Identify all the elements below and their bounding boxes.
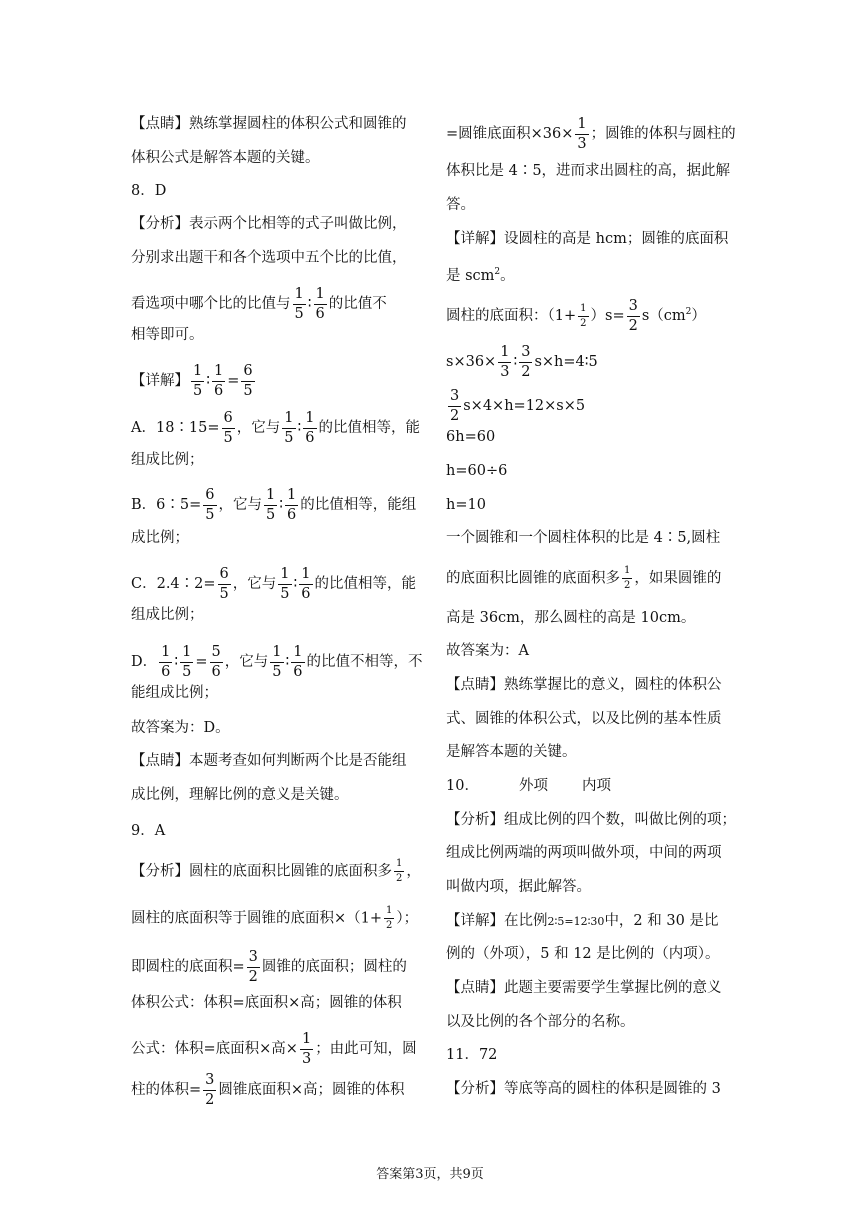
- text-line: C．2.4∶2= $\frac{6}{5}$ ，它与 $\frac{1}{5}$ ∶ $\frac{1}{6}$ 的比值相等，能: [131, 566, 417, 602]
- text-span: D．: [131, 654, 158, 670]
- text-line: 看选项中哪个比的比值与 $\frac{1}{5}$ ∶ $\frac{1}{6}$ 的比值不: [131, 286, 387, 322]
- numerator: 1: [303, 411, 316, 429]
- text-line: [131, 859, 421, 884]
- numerator: 1: [384, 906, 394, 919]
- numerator: 1: [278, 567, 291, 585]
- text-span: s（cm: [641, 308, 686, 324]
- text-line: 【点睛】熟练掌握圆柱的体积公式和圆锥的: [131, 116, 407, 132]
- text-span: ）；: [396, 910, 419, 927]
- text-span: 【详解】: [131, 373, 189, 389]
- text-line: 体积公式是解答本题的关键。: [131, 150, 320, 166]
- numerator: 1: [622, 566, 632, 579]
- text-line: [446, 345, 598, 379]
- text-span: ，: [406, 863, 421, 880]
- text-line: [131, 906, 418, 931]
- text-line: [131, 1032, 417, 1066]
- numerator: 1: [282, 411, 295, 429]
- text-line: 成比例；: [131, 530, 189, 546]
- text-line: 故答案为：A: [446, 643, 529, 659]
- text-span: 【详解】在比例: [446, 913, 548, 929]
- text-span: 中，2 和 30 是比: [604, 913, 719, 929]
- denominator: 3: [301, 1050, 312, 1067]
- text-span: 圆柱的底面积：（1+: [446, 308, 577, 324]
- text-span: 是 scm: [446, 267, 495, 284]
- question-number: 9．A: [131, 823, 166, 839]
- denominator: 2: [521, 363, 531, 380]
- text-line: 答。: [446, 197, 475, 213]
- denominator: 6: [287, 506, 297, 523]
- text-span: 圆锥的底面积；圆柱的: [261, 959, 407, 975]
- text-line: 高是 36cm，那么圆柱的高是 10cm。: [446, 610, 696, 626]
- text-line: [131, 1073, 405, 1107]
- numerator: 1: [578, 304, 588, 317]
- text-line: 【分析】表示两个比相等的式子叫做比例，: [131, 216, 407, 232]
- numerator: 1: [285, 488, 298, 506]
- numerator: 6: [222, 411, 235, 429]
- text-line: 【点睛】熟练掌握比的意义，圆柱的体积公: [446, 677, 722, 693]
- denominator: 5: [223, 429, 233, 446]
- text-span: 。: [500, 267, 515, 284]
- text-line: 例的（外项），5 和 12 是比例的（内项）。: [446, 946, 720, 962]
- numerator: 6: [241, 364, 254, 382]
- ratio-expression: 2∶5=12∶30: [547, 915, 605, 928]
- text-line: 故答案为：D。: [131, 720, 230, 736]
- text-span: C．2.4∶2=: [131, 576, 216, 592]
- fraction: [264, 488, 277, 522]
- denominator: 5: [182, 663, 192, 680]
- numerator: 3: [519, 345, 532, 363]
- denominator: 6: [161, 663, 171, 680]
- text-span: ；由此可知，圆: [315, 1041, 417, 1057]
- fraction: [498, 345, 511, 379]
- text-span: ，如果圆锥的: [634, 570, 722, 587]
- text-line: 组成比例；: [131, 607, 204, 623]
- numerator: 5: [210, 645, 223, 663]
- text-span: 的比值相等，能: [314, 576, 417, 592]
- denominator: 5: [205, 506, 215, 523]
- text-span: 的比值不相等，不: [306, 654, 423, 670]
- fraction: [212, 364, 225, 398]
- numerator: 1: [180, 645, 193, 663]
- page-footer: 答案第3页，共9页: [376, 1167, 484, 1182]
- text-span: B．6∶5=: [131, 497, 202, 513]
- numerator: 1: [191, 364, 204, 382]
- fraction: [519, 345, 532, 379]
- fraction: [203, 488, 216, 522]
- text-line: [446, 776, 611, 796]
- text-line: h=10: [446, 497, 486, 513]
- numerator: 1: [575, 117, 588, 135]
- denominator: 5: [272, 663, 282, 680]
- text-line: [446, 262, 515, 286]
- denominator: 6: [211, 663, 221, 680]
- numerator: 1: [299, 567, 312, 585]
- answer-blank-1: 外项: [518, 778, 548, 794]
- text-span: =: [195, 654, 208, 670]
- text-span: 的比值相等，能组: [300, 497, 417, 513]
- text-span: A．18∶15=: [131, 420, 220, 436]
- text-line: A．18∶15= $\frac{6}{5}$ ，它与 $\frac{1}{5}$ ∶ $\frac{1}{6}$ 的比值相等，能: [131, 410, 421, 446]
- text-line: 体积比是 4∶5，进而求出圆柱的高，据此解: [446, 163, 731, 179]
- text-line: 成比例，理解比例的意义是关键。: [131, 787, 349, 803]
- text-span: ，它与: [218, 497, 262, 513]
- text-line: 【详解】设圆柱的高是 hcm；圆锥的底面积: [446, 231, 729, 247]
- denominator: 2: [248, 968, 258, 985]
- text-line: D． $\frac{1}{6}$ ∶ $\frac{1}{5}$ = $\frac{5}{6}$ ，它与 $\frac{1}{5}$ ∶ $\frac{1}{6}$ 的比值不相等，不: [131, 644, 423, 680]
- superscript: 2: [494, 267, 501, 277]
- numerator: 1: [300, 1032, 313, 1050]
- text-span: 【分析】圆柱的底面积比圆锥的底面积多: [131, 863, 392, 880]
- text-line: 组成比例两端的两项叫做外项，中间的两项: [446, 845, 722, 861]
- text-line: 以及比例的各个部分的名称。: [446, 1014, 635, 1030]
- text-line: 相等即可。: [131, 327, 204, 343]
- text-line: [446, 117, 736, 151]
- question-number: 11．72: [446, 1047, 498, 1063]
- denominator: 5: [243, 382, 253, 399]
- fraction: [247, 950, 260, 984]
- text-line: [131, 950, 407, 984]
- numerator: 6: [203, 488, 216, 506]
- fraction: [299, 567, 312, 601]
- fraction: [394, 859, 404, 884]
- fraction: [448, 389, 461, 423]
- fraction: [285, 488, 298, 522]
- fraction: [627, 299, 640, 333]
- fraction: [314, 287, 327, 321]
- denominator: 2: [624, 580, 631, 591]
- text-span: 圆锥底面积×高；圆锥的体积: [218, 1082, 405, 1098]
- answer-blank-2: 内项: [581, 778, 611, 794]
- denominator: 6: [293, 663, 303, 680]
- denominator: 2: [450, 407, 460, 424]
- fraction: [384, 906, 394, 931]
- text-span: s×4×h=12×s×5: [463, 398, 586, 414]
- text-line: 分别求出题干和各个选项中五个比的比值，: [131, 250, 407, 266]
- text-span: 的比值相等，能: [318, 420, 421, 436]
- fraction: [303, 411, 316, 445]
- numerator: 1: [159, 645, 172, 663]
- denominator: 2: [205, 1091, 215, 1108]
- text-span: 即圆柱的底面积=: [131, 959, 245, 975]
- fraction: [191, 364, 204, 398]
- denominator: 2: [580, 317, 587, 329]
- fraction: [241, 364, 254, 398]
- numerator: 1: [291, 645, 304, 663]
- fraction: [270, 645, 283, 679]
- text-span: s×36×: [446, 354, 497, 370]
- numerator: 1: [212, 364, 225, 382]
- denominator: 5: [219, 585, 229, 602]
- text-span: 的底面积比圆锥的底面积多: [446, 570, 620, 587]
- fraction: [578, 304, 588, 329]
- fraction: [291, 645, 304, 679]
- text-line: 是解答本题的关键。: [446, 744, 577, 760]
- text-line: h=60÷6: [446, 463, 508, 479]
- text-line: 【详解】 $\frac{1}{5}$ ∶ $\frac{1}{6}$ = $\frac{6}{5}$: [131, 363, 253, 399]
- text-span: 的比值不: [328, 296, 387, 312]
- text-line: [446, 566, 721, 591]
- fraction: [282, 411, 295, 445]
- question-number: 10．: [446, 778, 479, 794]
- denominator: 5: [280, 585, 290, 602]
- text-span: 柱的体积=: [131, 1082, 202, 1098]
- text-span: s×h=4∶5: [534, 354, 598, 370]
- text-line: 【点睛】本题考查如何判断两个比是否能组: [131, 753, 407, 769]
- text-line: 叫做内项，据此解答。: [446, 879, 591, 895]
- text-span: =: [227, 373, 240, 389]
- denominator: 6: [315, 305, 325, 322]
- denominator: 5: [193, 382, 203, 399]
- fraction: [622, 566, 632, 591]
- numerator: 1: [394, 859, 404, 872]
- text-span: 看选项中哪个比的比值与: [131, 296, 291, 312]
- fraction: [210, 645, 223, 679]
- numerator: 1: [293, 287, 306, 305]
- denominator: 2: [396, 873, 403, 884]
- text-line: 能组成比例；: [131, 685, 218, 701]
- numerator: 3: [247, 950, 260, 968]
- denominator: 5: [284, 429, 294, 446]
- fraction: [222, 411, 235, 445]
- fraction: [203, 1073, 216, 1107]
- text-line: 【分析】组成比例的四个数，叫做比例的项；: [446, 812, 736, 828]
- text-line: [446, 911, 718, 932]
- text-span: ）s=: [590, 308, 625, 324]
- fraction: [278, 567, 291, 601]
- text-line: 式、圆锥的体积公式，以及比例的基本性质: [446, 711, 722, 727]
- text-line: 一个圆锥和一个圆柱体积的比是 4∶5,圆柱: [446, 530, 721, 546]
- text-line: [446, 299, 706, 333]
- numerator: 6: [218, 567, 231, 585]
- fraction: [300, 1032, 313, 1066]
- text-span: ，它与: [236, 420, 281, 436]
- numerator: 1: [264, 488, 277, 506]
- denominator: 2: [386, 920, 393, 931]
- numerator: 3: [448, 389, 461, 407]
- fraction: [575, 117, 588, 151]
- denominator: 2: [628, 317, 638, 334]
- denominator: 3: [500, 363, 510, 380]
- question-number: 8．D: [131, 183, 167, 199]
- text-span: 公式：体积=底面积×高×: [131, 1041, 298, 1057]
- numerator: 1: [314, 287, 327, 305]
- text-line: 【分析】等底等高的圆柱的体积是圆锥的 3: [446, 1081, 721, 1097]
- denominator: 6: [301, 585, 311, 602]
- text-span: ）: [691, 308, 706, 324]
- text-line: B．6∶5= $\frac{6}{5}$ ，它与 $\frac{1}{5}$ ∶ $\frac{1}{6}$ 的比值相等，能组: [131, 487, 417, 523]
- text-line: 【点睛】此题主要需要学生掌握比例的意义: [446, 980, 722, 996]
- numerator: 1: [498, 345, 511, 363]
- fraction: [180, 645, 193, 679]
- text-line: 体积公式：体积=底面积×高；圆锥的体积: [131, 995, 402, 1011]
- text-span: ；圆锥的体积与圆柱的: [590, 126, 736, 142]
- text-span: 圆柱的底面积等于圆锥的底面积×（1+: [131, 910, 383, 927]
- text-span: ，它与: [224, 654, 269, 670]
- denominator: 6: [305, 429, 315, 446]
- denominator: 5: [266, 506, 276, 523]
- denominator: 3: [577, 135, 587, 152]
- fraction: [218, 567, 231, 601]
- text-span: ，它与: [232, 576, 277, 592]
- numerator: 3: [203, 1073, 216, 1091]
- numerator: 3: [627, 299, 640, 317]
- numerator: 1: [270, 645, 283, 663]
- text-span: =圆锥底面积×36×: [446, 126, 574, 142]
- fraction: [159, 645, 172, 679]
- text-span: ∶: [513, 354, 518, 370]
- text-line: 组成比例；: [131, 452, 204, 468]
- text-line: 6h=60: [446, 429, 496, 445]
- denominator: 5: [294, 305, 304, 322]
- text-line: [446, 389, 585, 423]
- denominator: 6: [214, 382, 224, 399]
- superscript: 2: [685, 307, 692, 318]
- fraction: [293, 287, 306, 321]
